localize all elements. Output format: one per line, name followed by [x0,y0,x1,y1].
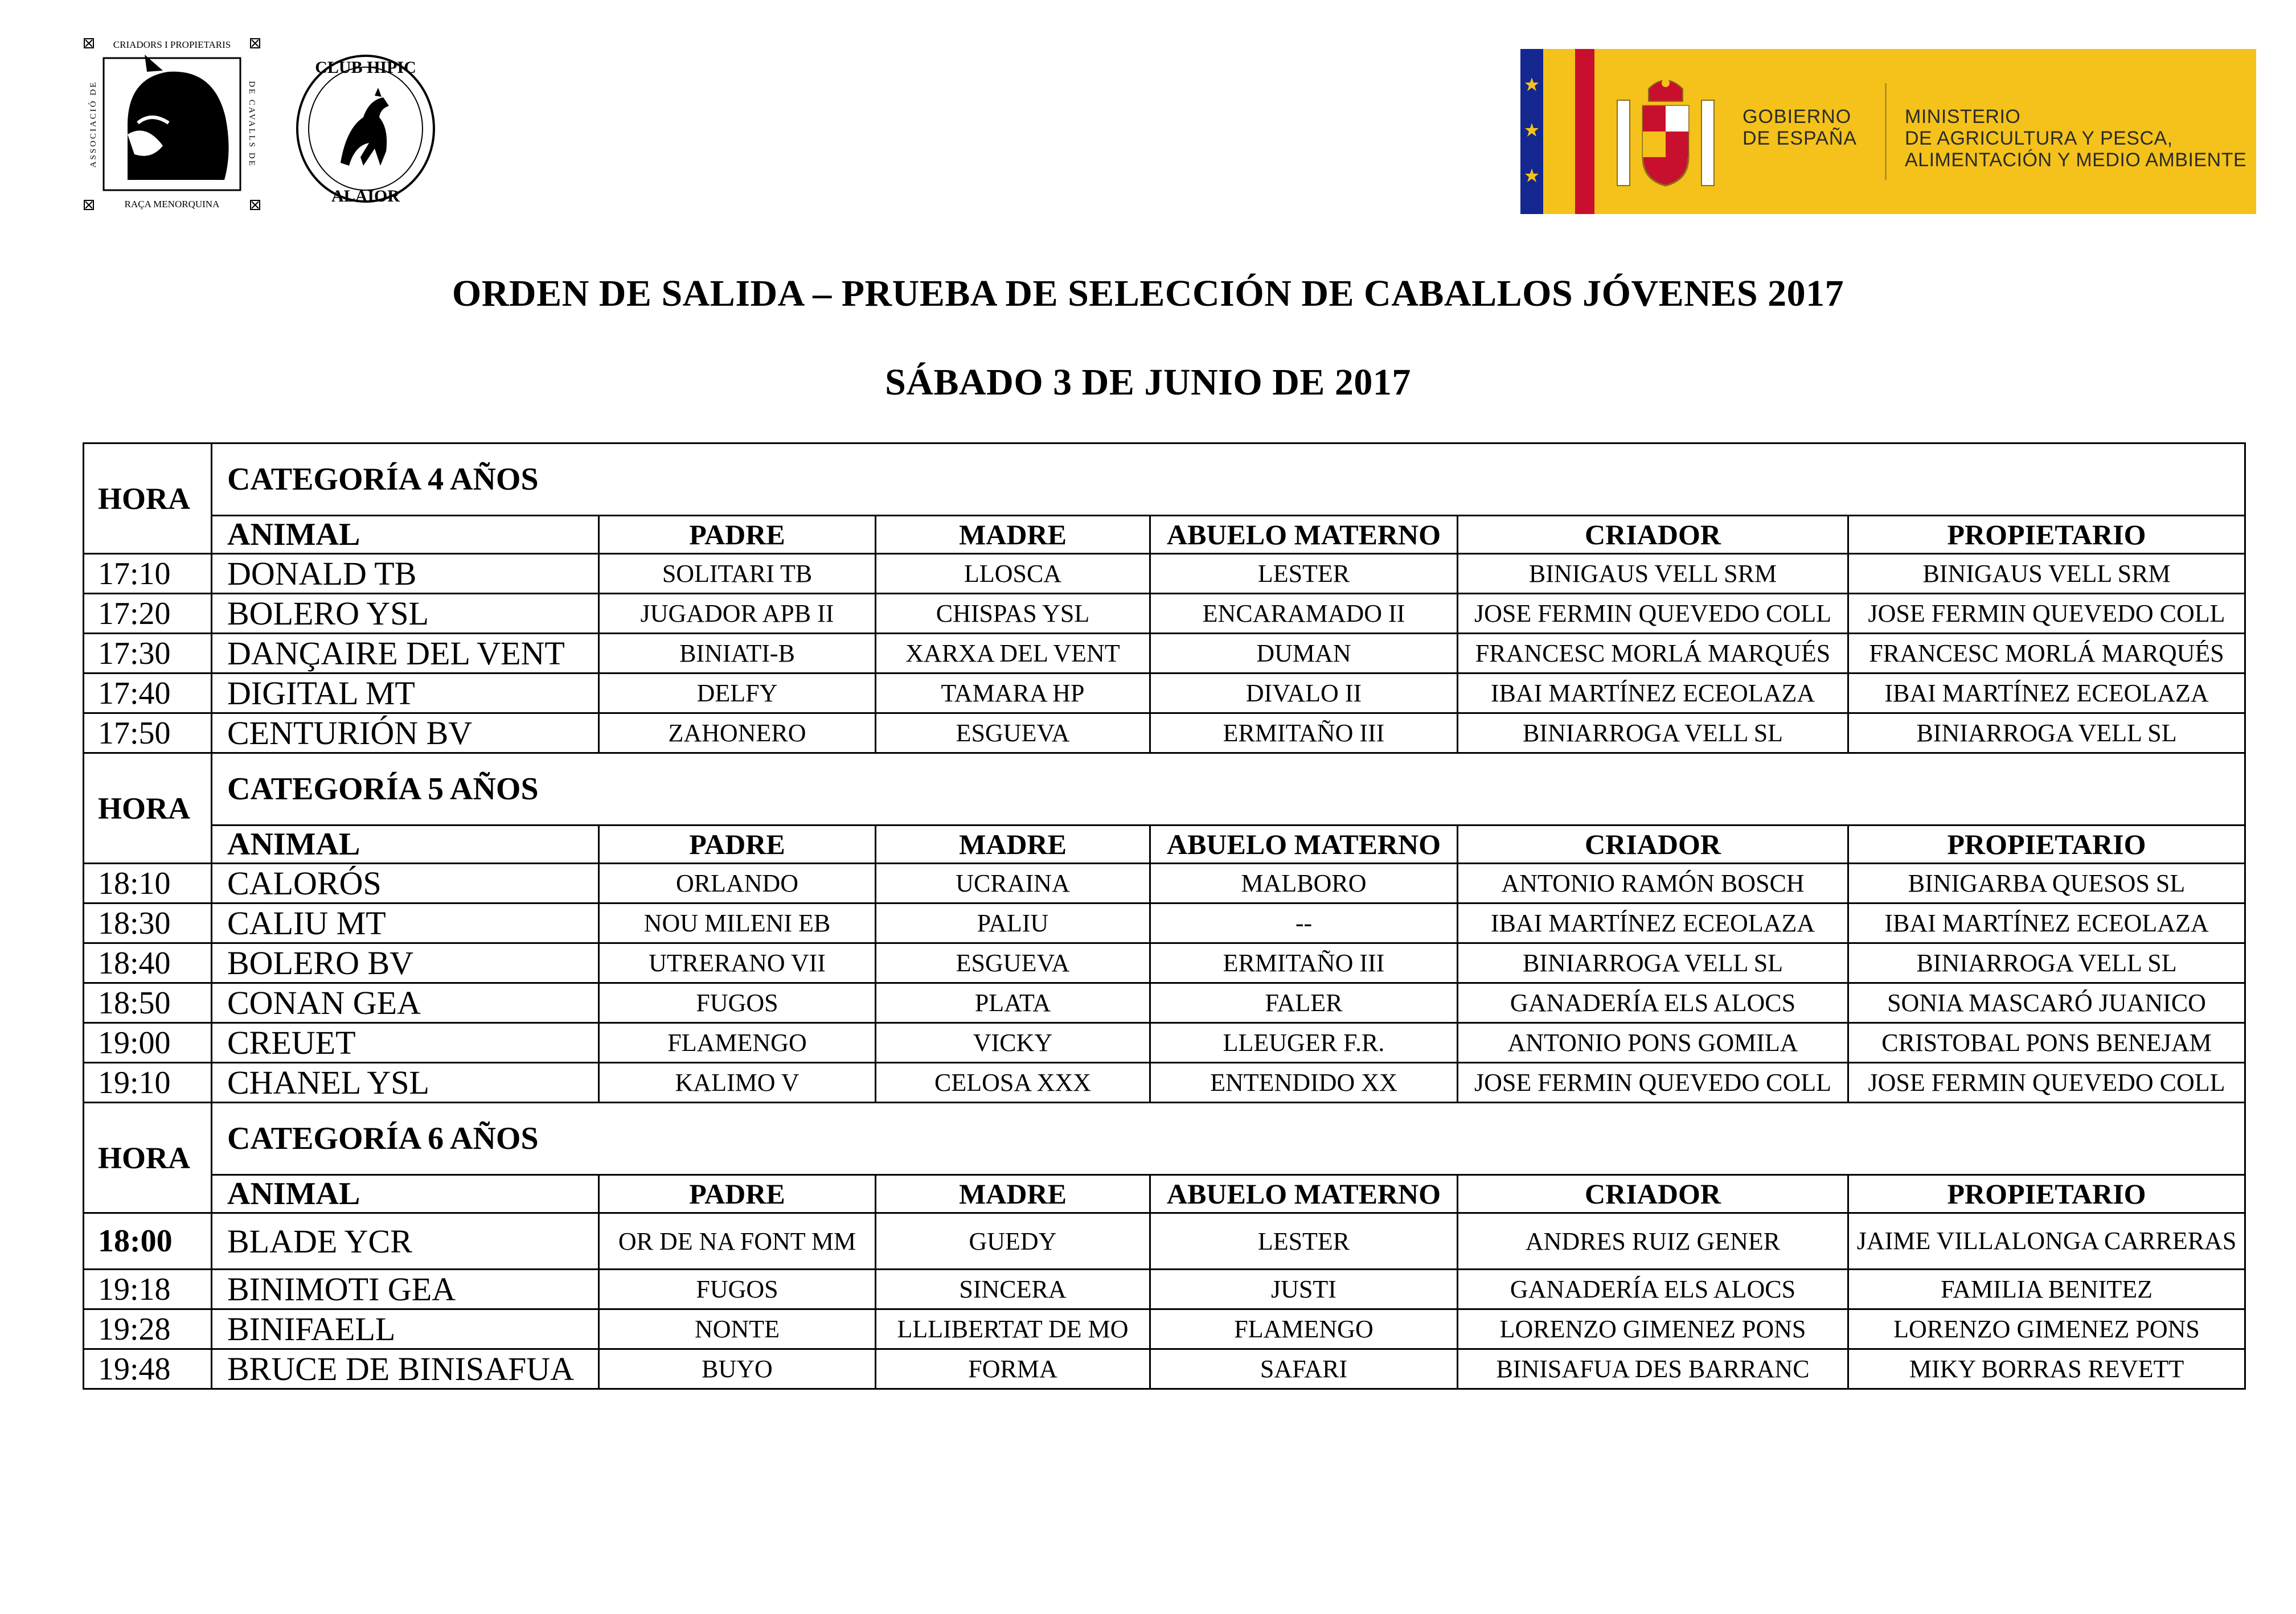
cell-abuelo: DUMAN [1150,634,1458,673]
hora-header: HORA [84,1103,212,1213]
cell-criador: BINISAFUA DES BARRANC [1458,1349,1848,1389]
club-logo-text-bottom: ALAIOR [331,187,400,206]
column-header-padre: PADRE [599,1175,876,1213]
cell-hora: 17:30 [84,634,212,673]
table-row [84,634,2245,673]
column-header-propietario: PROPIETARIO [1848,826,2245,864]
acm-logo-text-left: ASSOCIACIÓ DE [89,80,98,168]
cell-animal: BOLERO BV [212,943,599,983]
cell-criador: FRANCESC MORLÁ MARQUÉS [1458,634,1848,673]
cell-abuelo: ERMITAÑO III [1150,713,1458,753]
cell-hora: 17:40 [84,673,212,713]
column-header-row [84,1175,2245,1213]
acm-logo-text-bottom: RAÇA MENORQUINA [124,199,220,210]
eu-stars-icon [1522,72,1542,203]
column-header-criador: CRIADOR [1458,516,1848,554]
cell-padre: FLAMENGO [599,1023,876,1063]
flag-stripe-red [1575,49,1594,214]
table-row [84,554,2245,594]
acm-logo-text-top: CRIADORS I PROPIETARIS [113,39,231,50]
cell-padre: KALIMO V [599,1063,876,1103]
cell-hora: 19:10 [84,1063,212,1103]
cell-criador: BINIGAUS VELL SRM [1458,554,1848,594]
table-row [84,1309,2245,1349]
acm-logo-text-right: DE CAVALLS DE [247,81,256,167]
cell-animal: DIGITAL MT [212,673,599,713]
table-row [84,1349,2245,1389]
cell-hora: 18:40 [84,943,212,983]
cell-propietario: BINIGAUS VELL SRM [1848,554,2245,594]
column-header-madre: MADRE [876,516,1150,554]
category-header-row [84,753,2245,826]
cell-padre: FUGOS [599,1270,876,1309]
category-header-row [84,1103,2245,1175]
cell-hora: 19:00 [84,1023,212,1063]
gobierno-separator [1885,83,1887,180]
cell-madre: LLLIBERTAT DE MO [876,1309,1150,1349]
ministerio-line-2: DE AGRICULTURA Y PESCA, [1905,128,2173,149]
cell-abuelo: SAFARI [1150,1349,1458,1389]
club-hipic-logo [289,43,442,214]
cell-propietario: JOSE FERMIN QUEVEDO COLL [1848,594,2245,634]
cell-madre: CHISPAS YSL [876,594,1150,634]
cell-animal: BINIMOTI GEA [212,1270,599,1309]
table-row [84,713,2245,753]
cell-propietario: CRISTOBAL PONS BENEJAM [1848,1023,2245,1063]
cell-padre: NONTE [599,1309,876,1349]
cell-hora: 18:30 [84,903,212,943]
cell-madre: CELOSA XXX [876,1063,1150,1103]
cell-madre: PLATA [876,983,1150,1023]
column-header-criador: CRIADOR [1458,826,1848,864]
cell-propietario: BINIGARBA QUESOS SL [1848,864,2245,903]
cell-hora: 19:28 [84,1309,212,1349]
cell-propietario: SONIA MASCARÓ JUANICO [1848,983,2245,1023]
cell-animal: BLADE YCR [212,1213,599,1270]
cell-criador: ANTONIO RAMÓN BOSCH [1458,864,1848,903]
gobierno-line-2: DE ESPAÑA [1742,128,1858,149]
cell-propietario: FRANCESC MORLÁ MARQUÉS [1848,634,2245,673]
cell-padre: BUYO [599,1349,876,1389]
table-row [84,864,2245,903]
ministerio-line-3: ALIMENTACIÓN Y MEDIO AMBIENTE [1905,149,2247,171]
acm-logo [83,38,261,211]
column-header-propietario: PROPIETARIO [1848,516,2245,554]
cell-animal: CENTURIÓN BV [212,713,599,753]
cell-criador: ANTONIO PONS GOMILA [1458,1023,1848,1063]
category-title: CATEGORÍA 4 AÑOS [212,443,2245,516]
cell-animal: BINIFAELL [212,1309,599,1349]
category-header-row [84,443,2245,516]
cell-animal: DONALD TB [212,554,599,594]
page-title: ORDEN DE SALIDA – PRUEBA DE SELECCIÓN DE CABALLOS JÓVENES 2017 [452,273,1844,314]
cell-madre: GUEDY [876,1213,1150,1270]
coat-of-arms-icon [1612,66,1720,203]
cell-hora: 19:18 [84,1270,212,1309]
cell-hora: 17:50 [84,713,212,753]
cell-hora: 18:10 [84,864,212,903]
page-subtitle: SÁBADO 3 DE JUNIO DE 2017 [885,362,1411,403]
cell-abuelo: JUSTI [1150,1270,1458,1309]
cell-propietario: FAMILIA BENITEZ [1848,1270,2245,1309]
hora-header: HORA [84,753,212,864]
table-row [84,1063,2245,1103]
cell-criador: GANADERÍA ELS ALOCS [1458,983,1848,1023]
cell-madre: TAMARA HP [876,673,1150,713]
cell-abuelo: ENCARAMADO II [1150,594,1458,634]
cell-madre: VICKY [876,1023,1150,1063]
cell-abuelo: FLAMENGO [1150,1309,1458,1349]
column-header-abuelo: ABUELO MATERNO [1150,516,1458,554]
column-header-row [84,516,2245,554]
column-header-padre: PADRE [599,826,876,864]
cell-animal: BOLERO YSL [212,594,599,634]
gobierno-text [1742,106,1857,149]
club-logo-text-top: CLUB HIPIC [315,58,416,77]
cell-abuelo: FALER [1150,983,1458,1023]
cell-criador: IBAI MARTÍNEZ ECEOLAZA [1458,673,1848,713]
cell-animal: CALORÓS [212,864,599,903]
cell-padre: NOU MILENI EB [599,903,876,943]
cell-hora: 17:20 [84,594,212,634]
cell-animal: CHANEL YSL [212,1063,599,1103]
cell-padre: OR DE NA FONT MM [599,1213,876,1270]
cell-criador: BINIARROGA VELL SL [1458,943,1848,983]
cell-hora: 18:00 [84,1213,212,1270]
cell-hora: 19:48 [84,1349,212,1389]
table-row [84,903,2245,943]
column-header-animal: ANIMAL [212,1175,599,1213]
column-header-madre: MADRE [876,826,1150,864]
cell-propietario: IBAI MARTÍNEZ ECEOLAZA [1848,903,2245,943]
gobierno-line-1: GOBIERNO [1742,106,1852,128]
cell-madre: LLOSCA [876,554,1150,594]
cell-hora: 17:10 [84,554,212,594]
cell-criador: GANADERÍA ELS ALOCS [1458,1270,1848,1309]
cell-padre: BINIATI-B [599,634,876,673]
category-title: CATEGORÍA 5 AÑOS [212,753,2245,826]
cell-padre: DELFY [599,673,876,713]
cell-madre: PALIU [876,903,1150,943]
cell-animal: CALIU MT [212,903,599,943]
cell-abuelo: LESTER [1150,554,1458,594]
cell-propietario: LORENZO GIMENEZ PONS [1848,1309,2245,1349]
cell-animal: CONAN GEA [212,983,599,1023]
cell-criador: ANDRES RUIZ GENER [1458,1213,1848,1270]
cell-propietario: BINIARROGA VELL SL [1848,943,2245,983]
start-order-table [83,442,2246,1390]
cell-abuelo: DIVALO II [1150,673,1458,713]
table-row [84,1270,2245,1309]
table-row [84,983,2245,1023]
column-header-abuelo: ABUELO MATERNO [1150,1175,1458,1213]
cell-criador: IBAI MARTÍNEZ ECEOLAZA [1458,903,1848,943]
cell-propietario: JAIME VILLALONGA CARRERAS [1848,1213,2245,1270]
hora-header: HORA [84,443,212,554]
ministerio-line-1: MINISTERIO [1905,106,2021,128]
column-header-row [84,826,2245,864]
cell-abuelo: ERMITAÑO III [1150,943,1458,983]
cell-abuelo: -- [1150,903,1458,943]
cell-padre: UTRERANO VII [599,943,876,983]
cell-criador: JOSE FERMIN QUEVEDO COLL [1458,1063,1848,1103]
table-row [84,1023,2245,1063]
cell-criador: LORENZO GIMENEZ PONS [1458,1309,1848,1349]
column-header-padre: PADRE [599,516,876,554]
table-row [84,673,2245,713]
table-row [84,943,2245,983]
cell-criador: JOSE FERMIN QUEVEDO COLL [1458,594,1848,634]
cell-animal: BRUCE DE BINISAFUA [212,1349,599,1389]
cell-propietario: BINIARROGA VELL SL [1848,713,2245,753]
cell-madre: SINCERA [876,1270,1150,1309]
cell-propietario: MIKY BORRAS REVETT [1848,1349,2245,1389]
cell-abuelo: LESTER [1150,1213,1458,1270]
cell-madre: UCRAINA [876,864,1150,903]
ministerio-text [1905,106,2246,171]
cell-animal: CREUET [212,1023,599,1063]
column-header-madre: MADRE [876,1175,1150,1213]
column-header-abuelo: ABUELO MATERNO [1150,826,1458,864]
cell-padre: ORLANDO [599,864,876,903]
cell-abuelo: MALBORO [1150,864,1458,903]
cell-padre: SOLITARI TB [599,554,876,594]
cell-propietario: JOSE FERMIN QUEVEDO COLL [1848,1063,2245,1103]
cell-abuelo: LLEUGER F.R. [1150,1023,1458,1063]
cell-padre: FUGOS [599,983,876,1023]
cell-madre: XARXA DEL VENT [876,634,1150,673]
cell-madre: ESGUEVA [876,713,1150,753]
cell-animal: DANÇAIRE DEL VENT [212,634,599,673]
table-row [84,594,2245,634]
cell-padre: ZAHONERO [599,713,876,753]
column-header-propietario: PROPIETARIO [1848,1175,2245,1213]
cell-madre: FORMA [876,1349,1150,1389]
cell-madre: ESGUEVA [876,943,1150,983]
gobierno-banner [1520,49,2256,214]
column-header-animal: ANIMAL [212,516,599,554]
category-title: CATEGORÍA 6 AÑOS [212,1103,2245,1175]
cell-criador: BINIARROGA VELL SL [1458,713,1848,753]
cell-hora: 18:50 [84,983,212,1023]
table-row [84,1213,2245,1270]
column-header-criador: CRIADOR [1458,1175,1848,1213]
cell-padre: JUGADOR APB II [599,594,876,634]
cell-abuelo: ENTENDIDO XX [1150,1063,1458,1103]
column-header-animal: ANIMAL [212,826,599,864]
cell-propietario: IBAI MARTÍNEZ ECEOLAZA [1848,673,2245,713]
